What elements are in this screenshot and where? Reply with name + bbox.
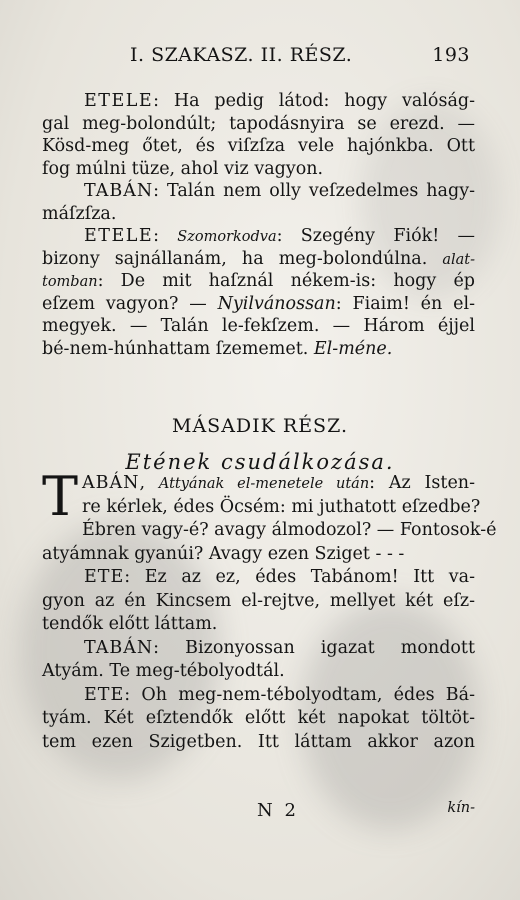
text-run: tyám. Két eſztendők előtt két napokat töltöt- — [42, 708, 475, 728]
catchword: kín- — [447, 800, 475, 816]
text-run: Nyilvánossan — [217, 293, 336, 314]
text-line — [42, 248, 475, 271]
text-line — [42, 293, 475, 316]
text-run: : Talán nem olly veſzedelmes hagy- — [153, 181, 475, 201]
text-run: : De mit haſznál nékem-is: hogy ép — [97, 271, 475, 291]
dialogue-block-1 — [42, 90, 475, 360]
running-title: I. SZAKASZ. II. RÉSZ. — [130, 44, 353, 66]
text-line — [42, 684, 475, 708]
text-line — [42, 707, 475, 731]
text-run: máſzſza. — [42, 203, 117, 224]
text-line — [42, 180, 475, 203]
text-line — [42, 158, 475, 181]
text-line — [42, 543, 475, 567]
signature-mark: N 2 — [257, 800, 299, 821]
text-line — [42, 315, 475, 338]
text-run: : — [153, 226, 178, 246]
text-run: El-méne. — [313, 338, 393, 359]
text-line — [42, 225, 475, 248]
text-run: Atyám. Te meg-tébolyodtál. — [42, 661, 285, 681]
text-line — [42, 613, 475, 637]
text-line — [42, 590, 475, 614]
text-line — [42, 338, 475, 361]
text-line — [42, 637, 475, 661]
text-run: tem ezen Szigetben. Itt láttam akkor azon — [42, 731, 475, 752]
text-run: TABÁN — [84, 637, 154, 658]
text-run: ETELE — [84, 226, 154, 246]
text-run: Ébren vagy-é? avagy álmodozol? — Fontosok-é — [82, 520, 497, 540]
text-line — [42, 660, 475, 684]
text-line — [42, 472, 475, 496]
text-run: gal meg-bolondúlt; tapodásnyira se erezd. — — [42, 113, 475, 134]
text-run: Attyának el-menetele után — [158, 476, 370, 492]
text-run: atyámnak gyanúi? Avagy ezen Sziget - - - — [42, 543, 405, 564]
text-run: ABÁN — [82, 473, 140, 493]
text-run: : Ez az ez, édes Tabánom! Itt va- — [124, 567, 475, 587]
text-run: ETELE — [84, 91, 154, 111]
text-run: eſzem vagyon? — — [42, 293, 218, 314]
text-run: Kösd-meg őtet, és viſzſza vele hajónkba. Ott — [42, 136, 475, 156]
text-run: ETE — [84, 567, 125, 587]
text-run: alat- — [442, 251, 475, 268]
dialogue-block-2 — [42, 465, 497, 754]
text-run: tendők előtt láttam. — [42, 614, 218, 634]
text-run: Szomorkodva — [177, 229, 277, 245]
page-number: 193 — [432, 44, 470, 66]
section-subtitle: Etének csudálkozása. — [125, 450, 395, 474]
text-line — [42, 566, 475, 590]
text-run: ETE — [84, 684, 125, 705]
text-run: gyon az én Kincsem el-rejtve, mellyet két eſz- — [42, 590, 475, 611]
text-line — [42, 90, 475, 113]
text-run: : Szegény Fiók! — — [276, 226, 475, 246]
drop-cap: T — [42, 465, 79, 528]
text-line — [42, 135, 475, 158]
text-run: : Oh meg-nem-tébolyodtam, édes Bá- — [124, 684, 475, 705]
text-line — [42, 203, 475, 226]
text-run: re kérlek, édes Öcsém: mi juthatott eſzedbe? — [82, 496, 481, 517]
text-line — [42, 519, 497, 543]
text-run: bé-nem-húnhattam ſzememet. — [42, 338, 314, 359]
section-title: MÁSADIK RÉSZ. — [172, 415, 348, 437]
text-run: fog múlni tüze, ahol viz vagyon. — [42, 158, 324, 179]
text-run: TABÁN — [84, 181, 154, 201]
text-run: : Fiaim! én el- — [335, 293, 475, 314]
text-run: : Az Isten- — [369, 473, 475, 493]
text-line — [42, 731, 475, 755]
text-line — [42, 270, 475, 293]
text-run: : Ha pedig látod: hogy valóság- — [153, 91, 475, 111]
text-line — [42, 113, 475, 136]
text-run: bizony sajnállanám, ha meg-bolondúlna. — [42, 248, 443, 269]
text-run: , — [139, 473, 159, 493]
text-run: tomban — [42, 274, 98, 290]
text-run: megyek. — Talán le-fekſzem. — Három éjjel — [42, 316, 475, 336]
text-run: : Bizonyossan igazat mondott — [153, 637, 475, 658]
text-line — [42, 496, 481, 520]
